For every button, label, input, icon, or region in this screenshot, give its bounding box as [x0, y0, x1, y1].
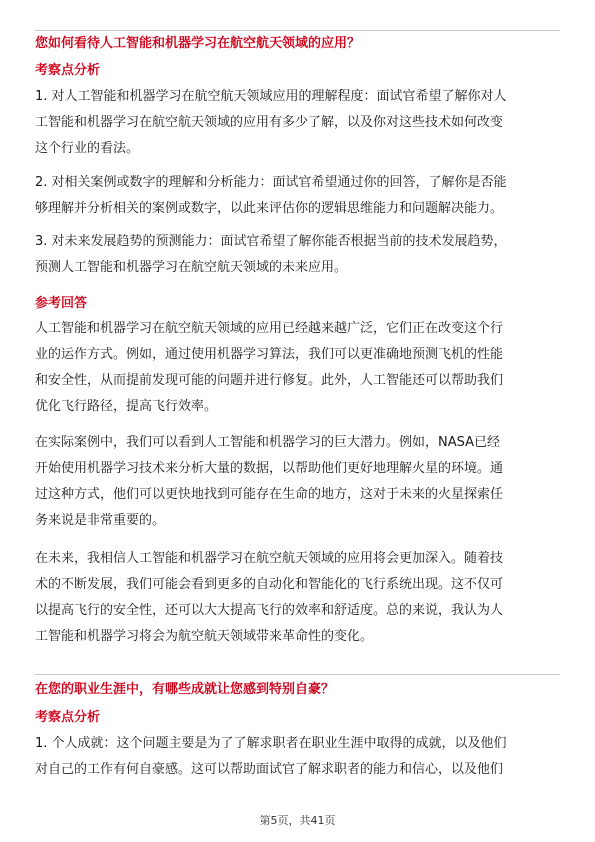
- text-line: 预测人工智能和机器学习在航空航天领域的未来应用。: [35, 260, 348, 275]
- text-line: 务来说是非常重要的。: [35, 513, 166, 528]
- page-number: 第5页，共41页: [259, 814, 336, 827]
- q2-analysis-heading: 考察点分析: [35, 710, 101, 725]
- text-line: 开始使用机器学习技术来分析大量的数据，以帮助他们更好地理解火星的环境。通: [35, 461, 504, 476]
- q1-analysis-heading: 考察点分析: [35, 63, 101, 78]
- section-divider: [35, 674, 560, 675]
- text-line: 以提高飞行的安全性，还可以大大提高飞行的效率和舒适度。总的来说，我认为人: [35, 603, 504, 618]
- q1-answer-heading: 参考回答: [35, 296, 88, 311]
- text-line: 人工智能和机器学习在航空航天领域的应用已经越来越广泛，它们正在改变这个行: [35, 321, 504, 336]
- text-line: 够理解并分析相关的案例或数字，以此来评估你的逻辑思维能力和问题解决能力。: [35, 201, 504, 216]
- text-line: 在实际案例中，我们可以看到人工智能和机器学习的巨大潜力。例如，NASA已经: [35, 435, 501, 450]
- q1-analysis-point-2: [35, 170, 560, 222]
- text-line: 这个行业的看法。: [35, 141, 140, 156]
- text-line: 业的运作方式。例如，通过使用机器学习算法，我们可以更准确地预测飞机的性能: [35, 347, 504, 362]
- text-line: 2. 对相关案例或数字的理解和分析能力：面试官希望通过你的回答，了解你是否能: [35, 175, 507, 190]
- text-line: 过这种方式，他们可以更快地找到可能存在生命的地方，这对于未来的火星探索任: [35, 487, 504, 502]
- text-line: 1. 对人工智能和机器学习在航空航天领域应用的理解程度：面试官希望了解你对人: [35, 89, 507, 104]
- text-line: 工智能和机器学习将会为航空航天领域带来革命性的变化。: [35, 629, 374, 644]
- q1-answer-paragraph-1: [35, 316, 560, 420]
- q1-answer-paragraph-3: [35, 546, 560, 650]
- question-2: 在您的职业生涯中，有哪些成就让您感到特别自豪？: [35, 682, 335, 697]
- q2-analysis-point-1: [35, 731, 560, 783]
- question-1: 您如何看待人工智能和机器学习在航空航天领域的应用？: [35, 36, 361, 51]
- top-divider: [35, 30, 560, 31]
- q1-analysis-point-1: [35, 84, 560, 162]
- text-line: 工智能和机器学习在航空航天领域的应用有多少了解，以及你对这些技术如何改变: [35, 115, 504, 130]
- text-line: 术的不断发展，我们可能会看到更多的自动化和智能化的飞行系统出现。这不仅可: [35, 577, 504, 592]
- text-line: 优化飞行路径，提高飞行效率。: [35, 399, 218, 414]
- q1-answer-paragraph-2: [35, 430, 560, 534]
- q1-analysis-point-3: [35, 229, 560, 281]
- text-line: 在未来，我相信人工智能和机器学习在航空航天领域的应用将会更加深入。随着技: [35, 551, 504, 566]
- text-line: 和安全性，从而提前发现可能的问题并进行修复。此外，人工智能还可以帮助我们: [35, 373, 504, 388]
- text-line: 1. 个人成就：这个问题主要是为了了解求职者在职业生涯中取得的成就，以及他们: [35, 736, 507, 751]
- text-line: 3. 对未来发展趋势的预测能力：面试官希望了解你能否根据当前的技术发展趋势，: [35, 234, 507, 249]
- text-line: 对自己的工作有何自豪感。这可以帮助面试官了解求职者的能力和信心，以及他们: [35, 762, 504, 777]
